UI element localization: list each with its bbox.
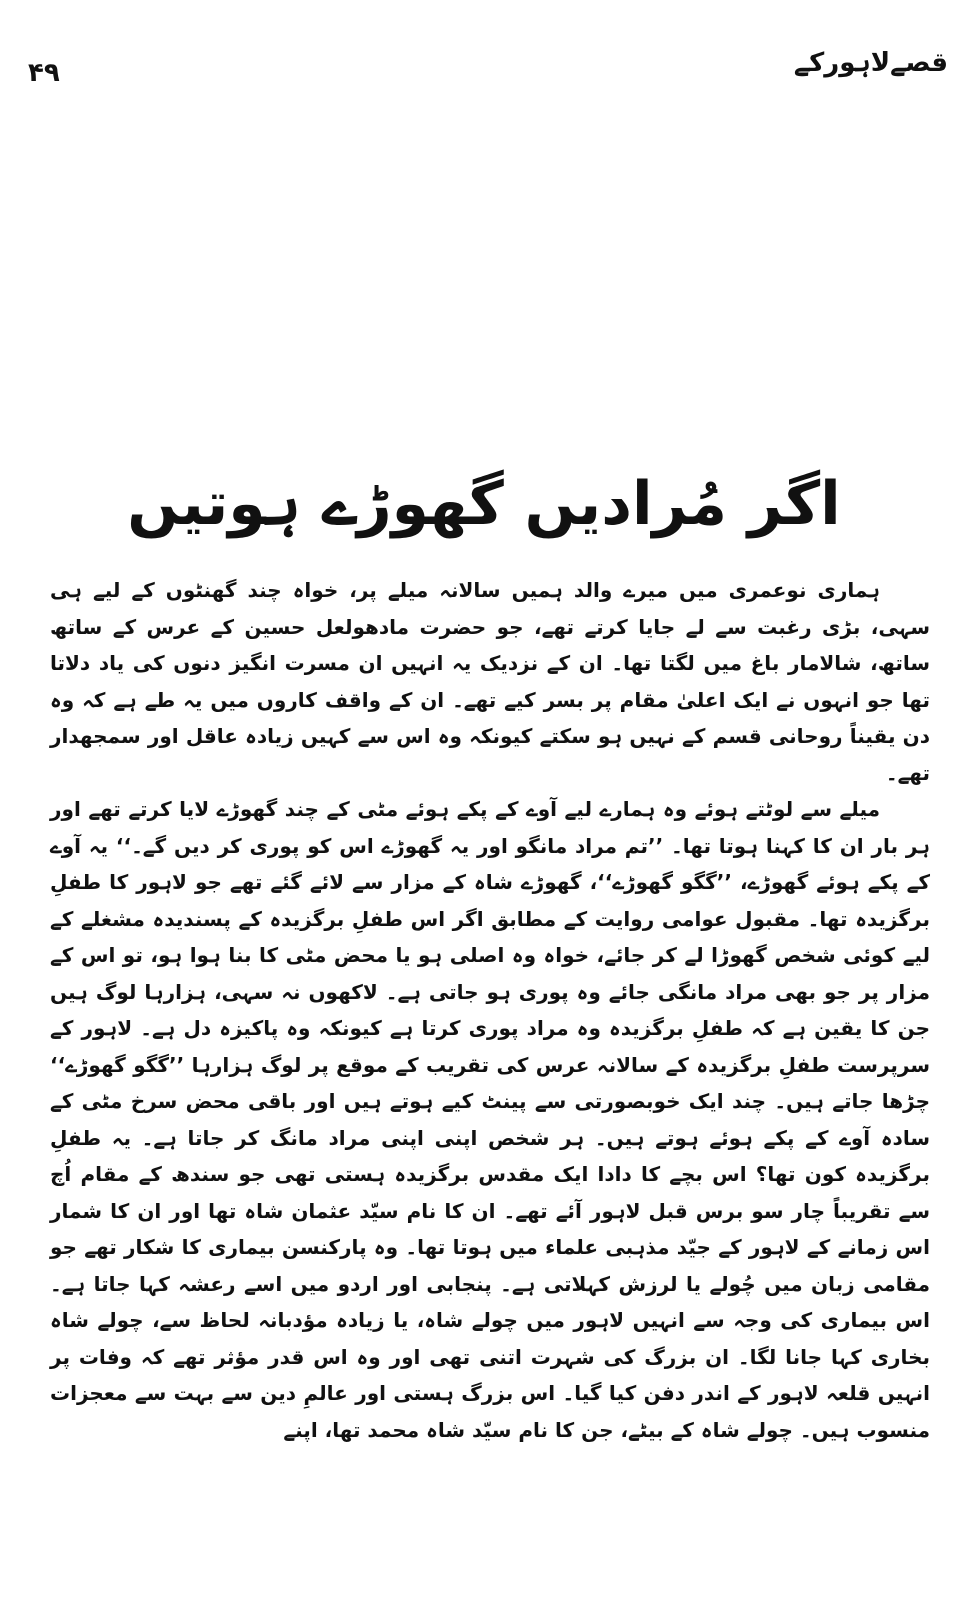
paragraph: میلے سے لوٹتے ہوئے وہ ہمارے لیے آوے کے پکے ہوئے مٹی کے چند گھوڑے لایا کرتے تھے اور ہر بار ان کا کہنا ہوتا تھا۔ ’’تم مراد مانگو اور یہ گھوڑے اس کو پوری کر دیں گے۔‘‘ یہ آوے کے پکے ہوئے گھوڑے، ’’گگو گھوڑے‘‘، گھوڑے شاہ کے مزار سے لائے گئے تھے جو لاہور کا طفلِ برگزیدہ تھا۔ مقبول عوامی روایت کے مطابق اگر اس طفلِ برگزیدہ کے پسندیدہ مشغلے کے لیے کوئی شخص گھوڑا لے کر جائے، خواہ وہ اصلی ہو یا محض مٹی کا بنا ہوا ہو، تو اس کے مزار پر جو بھی مراد مانگی جائے وہ پوری ہو جاتی ہے۔ لاکھوں نہ سہی، ہزارہا لوگ ہیں جن کا یقین ہے کہ طفلِ برگزیدہ وہ مراد پوری کرتا ہے کیونکہ وہ پاکیزہ دل ہے۔ لاہور کے سرپرست طفلِ برگزیدہ کے سالانہ عرس کی تقریب کے موقع پر لوگ ہزارہا ’’گگو گھوڑے‘‘ چڑھا جاتے ہیں۔ چند ایک خوبصورتی سے پینٹ کیے ہوتے ہیں اور باقی محض سرخ مٹی کے سادہ آوے کے پکے ہوئے ہوتے ہیں۔ ہر شخص اپنی اپنی مراد مانگ کر جاتا ہے۔ یہ طفلِ برگزیدہ کون تھا؟ اس بچے کا دادا ایک مقدس برگزیدہ ہستی تھی جو سندھ کے مقام اُچ سے تقریباً چار سو برس قبل لاہور آئے تھے۔ ان کا نام سیّد عثمان شاہ تھا اور ان کا شمار اس زمانے کے لاہور کے جیّد مذہبی علماء میں ہوتا تھا۔ وہ پارکنسن بیماری کا شکار تھے جو مقامی زبان میں چُولے یا لرزش کہلاتی ہے۔ پنجابی اور اردو میں اسے رعشہ کہا جاتا ہے۔ اس بیماری کی وجہ سے انہیں لاہور میں چولے شاہ، یا زیادہ مؤدبانہ لحاظ سے، چولے شاہ بخاری کہا جانا لگا۔ ان بزرگ کی شہرت اتنی تھی اور وہ اس قدر مؤثر تھے کہ وفات پر انہیں قلعہ لاہور کے اندر دفن کیا گیا۔ اس بزرگ ہستی اور عالمِ دین سے بہت سے معجزات منسوب ہیں۔ چولے شاہ کے بیٹے، جن کا نام سیّد شاہ محمد تھا، اپنے [50, 797, 930, 1442]
chapter-title: اگر مُرادیں گھوڑے ہوتیں [127, 469, 841, 540]
body-text [50, 572, 930, 1448]
page-number: ۴۹ [28, 58, 60, 88]
paragraph: ہماری نوعمری میں میرے والد ہمیں سالانہ میلے پر، خواہ چند گھنٹوں کے لیے ہی سہی، بڑی رغبت سے لے جایا کرتے تھے، جو حضرت مادھولعل حسین کے عرس کے ساتھ ساتھ، شالامار باغ میں لگتا تھا۔ ان کے نزدیک یہ انہیں ان مسرت انگیز دنوں کی یاد دلاتا تھا جو انہوں نے ایک اعلیٰ مقام پر بسر کیے تھے۔ ان کے واقف کاروں میں یہ طے ہے کہ وہ دن یقیناً روحانی قسم کے نہیں ہو سکتے کیونکہ وہ اس سے کہیں زیادہ عاقل اور سمجھدار تھے۔ [50, 578, 930, 785]
running-head: قصےلاہورکے [793, 48, 948, 78]
